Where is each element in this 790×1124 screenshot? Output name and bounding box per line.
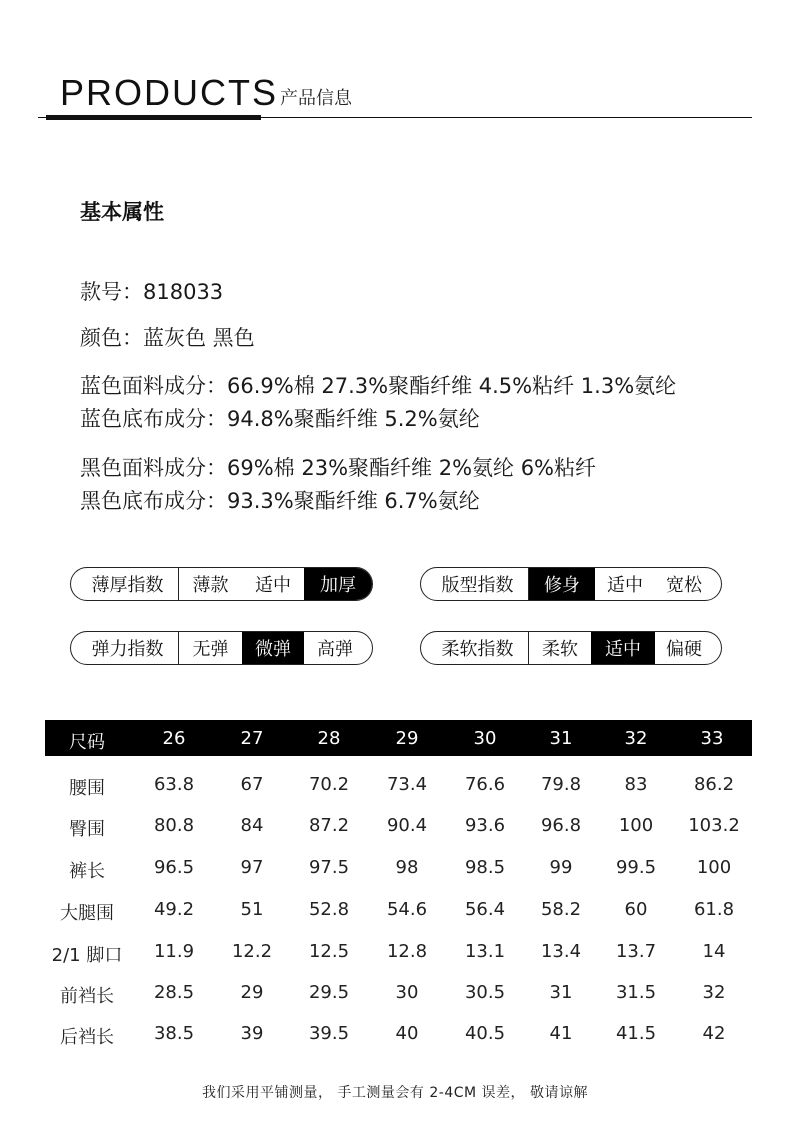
table-row: [45, 813, 752, 843]
table-cell: 100: [618, 815, 654, 836]
table-cell: 73.4: [386, 774, 428, 795]
table-cell: 67: [240, 774, 264, 795]
attr-black-lining: [80, 485, 480, 515]
table-cell: 96.8: [540, 815, 582, 836]
table-cell: 41: [549, 1023, 573, 1044]
table-cell: 58.2: [540, 899, 582, 920]
attr-key: 蓝色底布成分：: [80, 407, 227, 431]
header-underline: [46, 115, 261, 120]
fit-option-regular: 适中: [607, 575, 643, 596]
row-label: 大腿围: [60, 903, 114, 924]
table-cell: 99.5: [615, 857, 657, 878]
table-cell: 99: [549, 857, 573, 878]
elasticity-index-label: 弹力指数: [71, 632, 179, 664]
attr-colors: [80, 322, 255, 352]
row-label: 臀围: [69, 819, 105, 840]
table-cell: 31.5: [615, 982, 657, 1003]
table-cell: 86.2: [693, 774, 735, 795]
table-cell: 11.9: [153, 941, 195, 962]
elasticity-index: [70, 631, 373, 665]
fit-option-loose: 宽松: [666, 575, 702, 596]
table-cell: 28.5: [153, 982, 195, 1003]
table-row: [45, 855, 752, 885]
softness-index: [420, 631, 722, 665]
table-cell: 38.5: [153, 1023, 195, 1044]
header-cell: 27: [240, 728, 264, 749]
size-table-header: [45, 720, 752, 756]
table-cell: 87.2: [308, 815, 350, 836]
attr-value: 94.8%聚酯纤维 5.2%氨纶: [227, 407, 480, 431]
measurement-footnote: 我们采用平铺测量， 手工测量会有 2-4CM 误差， 敬请谅解: [201, 1085, 589, 1101]
softness-option-firm: 偏硬: [666, 639, 702, 660]
table-cell: 61.8: [693, 899, 735, 920]
elasticity-option-none: 无弹: [192, 639, 229, 660]
table-cell: 63.8: [153, 774, 195, 795]
softness-option-medium: 适中: [591, 632, 655, 664]
attr-value: 蓝灰色 黑色: [143, 326, 255, 350]
attr-key: 黑色面料成分：: [80, 456, 227, 480]
table-cell: 12.8: [386, 941, 428, 962]
table-cell: 13.4: [540, 941, 582, 962]
softness-option-soft: 柔软: [542, 639, 578, 660]
brand-subtitle: 产品信息: [280, 88, 352, 109]
attr-key: 黑色底布成分：: [80, 489, 227, 513]
softness-index-label: 柔软指数: [421, 632, 529, 664]
table-cell: 54.6: [386, 899, 428, 920]
attr-key: 款号：: [80, 280, 143, 304]
table-cell: 80.8: [153, 815, 195, 836]
table-row: [45, 939, 752, 969]
table-cell: 100: [696, 857, 732, 878]
header-cell: 28: [317, 728, 341, 749]
header-cell: 32: [624, 728, 648, 749]
table-cell: 41.5: [615, 1023, 657, 1044]
attr-key: 颜色：: [80, 326, 143, 350]
table-cell: 98.5: [464, 857, 506, 878]
table-row: [45, 772, 752, 802]
table-cell: 12.2: [231, 941, 273, 962]
table-cell: 39.5: [308, 1023, 350, 1044]
table-cell: 42: [702, 1023, 726, 1044]
brand-title: PRODUCTS: [60, 72, 279, 113]
header-cell: 29: [395, 728, 419, 749]
table-cell: 30: [395, 982, 419, 1003]
table-cell: 49.2: [153, 899, 195, 920]
table-cell: 14: [702, 941, 726, 962]
attr-value: 66.9%棉 27.3%聚酯纤维 4.5%粘纤 1.3%氨纶: [227, 374, 677, 398]
thickness-option-medium: 适中: [255, 575, 291, 596]
table-cell: 56.4: [464, 899, 506, 920]
header-cell-size: 尺码: [69, 732, 105, 753]
table-cell: 12.5: [308, 941, 350, 962]
attr-style-number: [80, 276, 223, 306]
fit-option-slim: 修身: [529, 568, 595, 600]
attr-key: 蓝色面料成分：: [80, 374, 227, 398]
table-cell: 13.1: [464, 941, 506, 962]
table-cell: 30.5: [464, 982, 506, 1003]
table-cell: 32: [702, 982, 726, 1003]
attr-value: 818033: [143, 280, 224, 304]
header-cell: 31: [549, 728, 573, 749]
header-cell: 33: [700, 728, 724, 749]
fit-index: [420, 567, 722, 601]
attr-blue-lining: [80, 403, 480, 433]
table-cell: 70.2: [308, 774, 350, 795]
table-cell: 29: [240, 982, 264, 1003]
row-label: 后裆长: [60, 1027, 114, 1048]
elasticity-option-high: 高弹: [317, 639, 353, 660]
table-cell: 31: [549, 982, 573, 1003]
thickness-option-thin: 薄款: [192, 575, 229, 596]
table-cell: 84: [240, 815, 264, 836]
section-title-basic: 基本属性: [80, 200, 164, 224]
header-cell: 26: [162, 728, 186, 749]
row-label: 腰围: [69, 778, 105, 799]
table-cell: 103.2: [688, 815, 740, 836]
table-cell: 97.5: [308, 857, 350, 878]
table-row: [45, 1021, 752, 1051]
thickness-index-label: 薄厚指数: [71, 568, 179, 600]
table-cell: 51: [240, 899, 264, 920]
fit-index-label: 版型指数: [421, 568, 529, 600]
row-label: 前裆长: [60, 986, 114, 1007]
table-cell: 39: [240, 1023, 264, 1044]
page-header: [38, 60, 752, 122]
table-cell: 97: [240, 857, 264, 878]
table-cell: 13.7: [615, 941, 657, 962]
table-cell: 90.4: [386, 815, 428, 836]
table-cell: 29.5: [308, 982, 350, 1003]
table-cell: 98: [395, 857, 419, 878]
table-cell: 96.5: [153, 857, 195, 878]
table-cell: 40.5: [464, 1023, 506, 1044]
thickness-index: [70, 567, 373, 601]
row-label: 裤长: [69, 861, 105, 882]
attr-black-fabric: [80, 452, 596, 482]
elasticity-option-slight: 微弹: [242, 632, 304, 664]
thickness-option-thick: 加厚: [304, 568, 372, 600]
attr-value: 69%棉 23%聚酯纤维 2%氨纶 6%粘纤: [227, 456, 597, 480]
attr-value: 93.3%聚酯纤维 6.7%氨纶: [227, 489, 480, 513]
table-cell: 83: [624, 774, 648, 795]
table-cell: 79.8: [540, 774, 582, 795]
table-cell: 52.8: [308, 899, 350, 920]
table-row: [45, 897, 752, 927]
row-label: 2/1 脚口: [51, 945, 123, 966]
table-cell: 40: [395, 1023, 419, 1044]
attr-blue-fabric: [80, 370, 676, 400]
table-cell: 76.6: [464, 774, 506, 795]
table-row: [45, 980, 752, 1010]
table-cell: 93.6: [464, 815, 506, 836]
header-cell: 30: [473, 728, 497, 749]
table-cell: 60: [624, 899, 648, 920]
